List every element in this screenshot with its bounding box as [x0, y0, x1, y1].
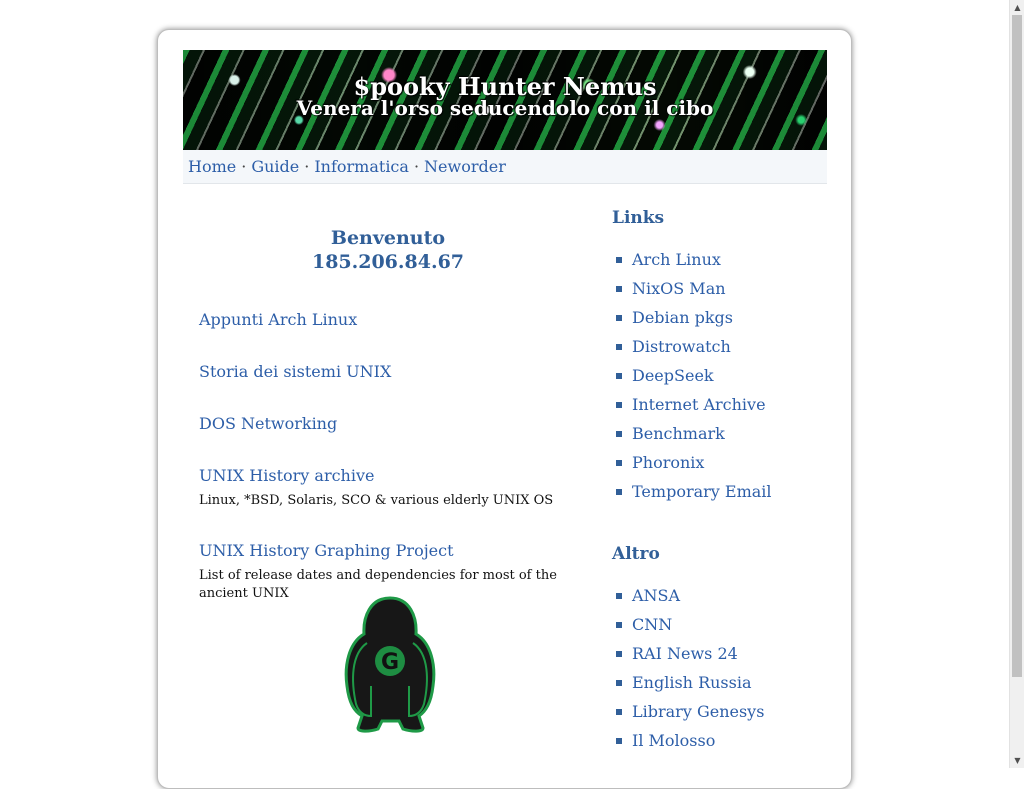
- navigation-bar: [183, 150, 827, 184]
- cnn-link[interactable]: CNN: [632, 615, 673, 634]
- mascot-letter: G: [380, 650, 400, 675]
- altro-section: [612, 543, 822, 759]
- il-molosso-link[interactable]: Il Molosso: [632, 731, 716, 750]
- nav-link-guide[interactable]: Guide: [251, 157, 300, 176]
- welcome-title: Benvenuto: [330, 227, 446, 249]
- sidebar-item-rai-news-24: [612, 643, 822, 672]
- sidebar-item-ansa: [612, 585, 822, 614]
- sidebar: [612, 207, 822, 759]
- ansa-link[interactable]: ANSA: [632, 586, 681, 605]
- internet-archive-link[interactable]: Internet Archive: [632, 395, 766, 414]
- rai-news-24-link[interactable]: RAI News 24: [632, 644, 738, 663]
- sidebar-item-deepseek: [612, 365, 822, 394]
- sidebar-item-internet-archive: [612, 394, 822, 423]
- scroll-up-arrow-icon[interactable]: ▲: [1014, 3, 1021, 12]
- links-list: [612, 249, 822, 510]
- library-genesys-link[interactable]: Library Genesys: [632, 702, 765, 721]
- storia-unix-link[interactable]: Storia dei sistemi UNIX: [199, 362, 392, 381]
- sidebar-item-distrowatch: [612, 336, 822, 365]
- sidebar-item-cnn: [612, 614, 822, 643]
- sidebar-item-phoronix: [612, 452, 822, 481]
- vertical-scrollbar[interactable]: [1009, 0, 1024, 768]
- main-link-item: [199, 464, 589, 510]
- main-link-item: [199, 360, 589, 383]
- appunti-arch-linux-link[interactable]: Appunti Arch Linux: [199, 310, 358, 329]
- sidebar-item-benchmark: [612, 423, 822, 452]
- sidebar-item-temporary-email: [612, 481, 822, 510]
- site-title: $pooky Hunter Nemus: [353, 72, 657, 101]
- scroll-down-arrow-icon[interactable]: ▼: [1014, 756, 1021, 765]
- unix-history-archive-description: Linux, *BSD, Solaris, SCO & various elderly UNIX OS: [199, 493, 554, 508]
- links-heading: Links: [612, 208, 665, 228]
- main-link-item: [199, 412, 589, 435]
- nixos-man-link[interactable]: NixOS Man: [632, 279, 726, 298]
- unix-history-archive-link[interactable]: UNIX History archive: [199, 466, 375, 485]
- page-container: [157, 29, 852, 789]
- nav-separator: ·: [304, 157, 310, 176]
- dos-networking-link[interactable]: DOS Networking: [199, 414, 338, 433]
- unix-history-graphing-description: List of release dates and dependencies for most of the ancient UNIX: [199, 568, 557, 601]
- sidebar-item-arch-linux: [612, 249, 822, 278]
- unix-history-graphing-project-link[interactable]: UNIX History Graphing Project: [199, 541, 454, 560]
- debian-pkgs-link[interactable]: Debian pkgs: [632, 308, 733, 327]
- sidebar-item-nixos-man: [612, 278, 822, 307]
- nav-link-informatica[interactable]: Informatica: [314, 157, 409, 176]
- sidebar-item-library-genesys: [612, 701, 822, 730]
- welcome-message: [193, 226, 583, 274]
- altro-list: [612, 585, 822, 759]
- scroll-thumb[interactable]: [1012, 15, 1022, 677]
- temporary-email-link[interactable]: Temporary Email: [632, 482, 772, 501]
- nav-link-neworder[interactable]: Neworder: [424, 157, 506, 176]
- altro-heading: Altro: [612, 544, 660, 564]
- site-subtitle: Venera l'orso seducendolo con il cibo: [296, 96, 714, 120]
- sidebar-item-english-russia: [612, 672, 822, 701]
- nav-link-home[interactable]: Home: [188, 157, 237, 176]
- english-russia-link[interactable]: English Russia: [632, 673, 752, 692]
- main-link-list: [199, 308, 589, 632]
- distrowatch-link[interactable]: Distrowatch: [632, 337, 731, 356]
- main-link-item: [199, 539, 589, 603]
- visitor-ip: 185.206.84.67: [311, 251, 465, 273]
- header-banner: [183, 50, 827, 150]
- benchmark-link[interactable]: Benchmark: [632, 424, 725, 443]
- deepseek-link[interactable]: DeepSeek: [632, 366, 714, 385]
- sidebar-item-debian-pkgs: [612, 307, 822, 336]
- phoronix-link[interactable]: Phoronix: [632, 453, 705, 472]
- main-link-item: [199, 308, 589, 331]
- arch-linux-link[interactable]: Arch Linux: [632, 250, 721, 269]
- sidebar-item-il-molosso: [612, 730, 822, 759]
- nav-separator: ·: [413, 157, 420, 176]
- nav-separator: ·: [241, 157, 247, 176]
- gnu-mascot-icon: [341, 595, 439, 735]
